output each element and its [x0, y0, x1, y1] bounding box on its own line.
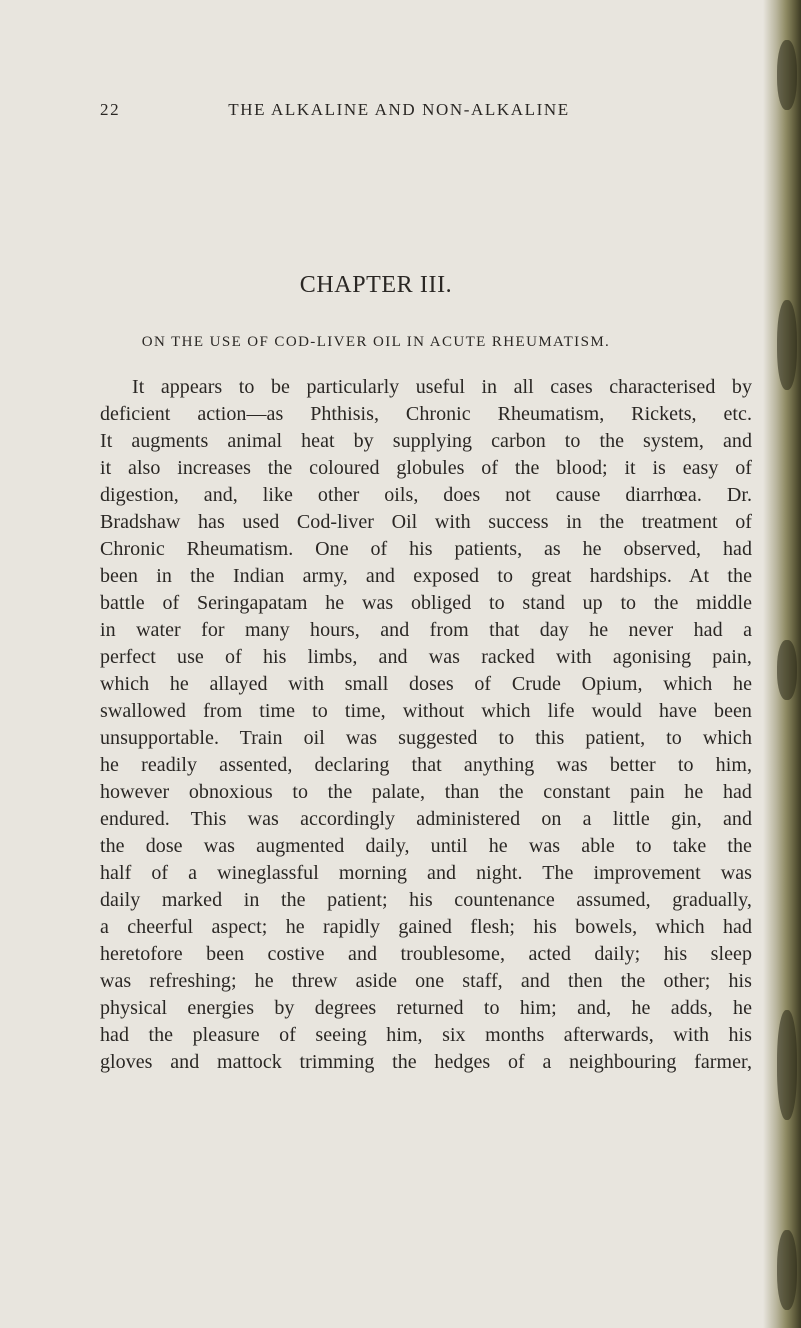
text-line: digestion, and, like other oils, does not cause diarrhœa. Dr. [100, 484, 752, 506]
page-edge-shadow [763, 0, 801, 1328]
text-line: in water for many hours, and from that day he never had a [100, 619, 752, 641]
running-head [100, 100, 652, 124]
edge-stain [777, 40, 797, 110]
text-line: It augments animal heat by supplying carbon to the system, and [100, 430, 752, 452]
text-line: heretofore been costive and troublesome, acted daily; his sleep [100, 943, 752, 965]
text-line: perfect use of his limbs, and was racked with agonising pain, [100, 646, 752, 668]
edge-stain [777, 640, 797, 700]
text-line: daily marked in the patient; his countenance assumed, gradually, [100, 889, 752, 911]
text-line: he readily assented, declaring that anything was better to him, [100, 754, 752, 776]
text-line: Chronic Rheumatism. One of his patients, as he observed, had [100, 538, 752, 560]
text-line: been in the Indian army, and exposed to great hardships. At the [100, 565, 752, 587]
text-line: gloves and mattock trimming the hedges of a neighbouring farmer, [100, 1051, 752, 1073]
text-line: the dose was augmented daily, until he was able to take the [100, 835, 752, 857]
body-paragraph [100, 374, 752, 1076]
chapter-subtitle: ON THE USE OF COD-LIVER OIL IN ACUTE RHEUMATISM. [141, 334, 611, 350]
text-line: battle of Seringapatam he was obliged to stand up to the middle [100, 592, 752, 614]
text-line: Bradshaw has used Cod-liver Oil with success in the treatment of [100, 511, 752, 533]
edge-stain [777, 300, 797, 390]
text-line: which he allayed with small doses of Crude Opium, which he [100, 673, 752, 695]
text-line: deficient action—as Phthisis, Chronic Rheumatism, Rickets, etc. [100, 403, 752, 425]
text-line: half of a wineglassful morning and night. The improvement was [100, 862, 752, 884]
chapter-title: CHAPTER III. [299, 272, 453, 298]
text-line: It appears to be particularly useful in all cases characterised by [132, 376, 752, 398]
text-line: a cheerful aspect; he rapidly gained flesh; his bowels, which had [100, 916, 752, 938]
edge-stain [777, 1230, 797, 1310]
text-line: endured. This was accordingly administered on a little gin, and [100, 808, 752, 830]
page-number: 22 [100, 100, 121, 119]
text-line: had the pleasure of seeing him, six months afterwards, with his [100, 1024, 752, 1046]
text-line: unsupportable. Train oil was suggested to this patient, to which [100, 727, 752, 749]
edge-stain [777, 1010, 797, 1120]
text-line: swallowed from time to time, without which life would have been [100, 700, 752, 722]
running-title: THE ALKALINE AND NON-ALKALINE [228, 100, 570, 119]
text-line: however obnoxious to the palate, than the constant pain he had [100, 781, 752, 803]
text-line: physical energies by degrees returned to him; and, he adds, he [100, 997, 752, 1019]
text-line: was refreshing; he threw aside one staff, and then the other; his [100, 970, 752, 992]
text-line: it also increases the coloured globules of the blood; it is easy of [100, 457, 752, 479]
